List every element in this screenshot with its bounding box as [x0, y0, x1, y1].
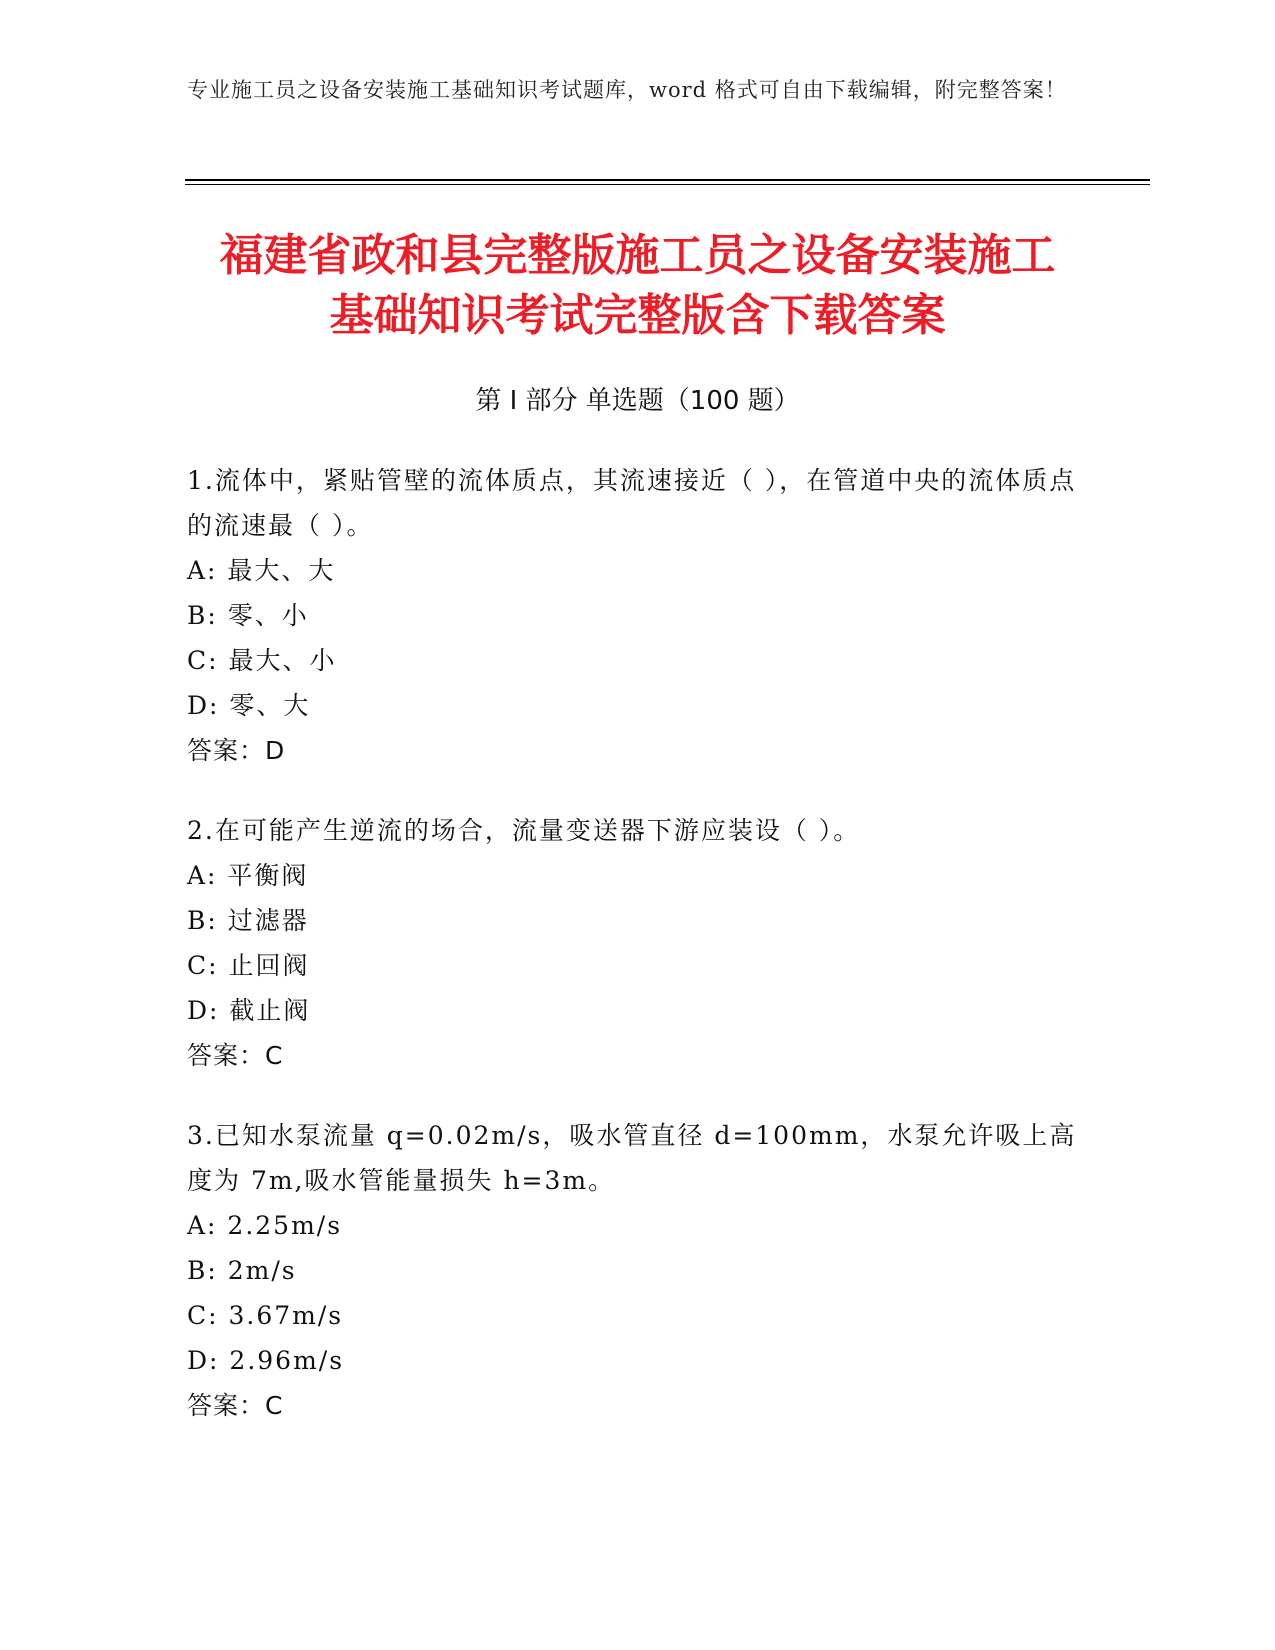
title-line-1: 福建省政和县完整版施工员之设备安装施工 — [219, 230, 1056, 281]
option-b: B: 2m/s — [187, 1256, 297, 1285]
question-2 — [187, 808, 1077, 1078]
question-stem: 1.流体中，紧贴管壁的流体质点，其流速接近（ ），在管道中央的流体质点的流速最（ ）。 — [187, 466, 1077, 540]
option-c: C: 最大、小 — [187, 646, 337, 675]
document-title — [160, 226, 1115, 346]
option-c: C: 止回阀 — [187, 951, 310, 980]
option-a: A: 2.25m/s — [187, 1211, 343, 1240]
option-d: D: 2.96m/s — [187, 1346, 345, 1375]
option-c: C: 3.67m/s — [187, 1301, 344, 1330]
question-1 — [187, 458, 1077, 773]
answer: 答案：C — [187, 1041, 284, 1070]
option-a: A: 平衡阀 — [187, 861, 309, 890]
question-stem: 2.在可能产生逆流的场合，流量变送器下游应装设（ ）。 — [187, 816, 861, 845]
title-line-2: 基础知识考试完整版含下载答案 — [329, 290, 946, 341]
header-note: 专业施工员之设备安装施工基础知识考试题库，word 格式可自由下载编辑，附完整答案！ — [187, 78, 1067, 102]
answer: 答案：D — [187, 736, 286, 765]
option-b: B: 过滤器 — [187, 906, 309, 935]
header-rule-thick — [185, 179, 1150, 181]
question-stem: 3.已知水泵流量 q=0.02m/s，吸水管直径 d=100mm，水泵允许吸上高度为 7m,吸水管能量损失 h=3m。 — [187, 1121, 1077, 1195]
option-b: B: 零、小 — [187, 601, 309, 630]
option-d: D: 截止阀 — [187, 996, 311, 1025]
option-a: A: 最大、大 — [187, 556, 336, 585]
section-title: 第 I 部分 单选题（100 题） — [475, 386, 800, 416]
option-d: D: 零、大 — [187, 691, 311, 720]
answer: 答案：C — [187, 1391, 284, 1420]
header-rule-thin — [185, 184, 1150, 185]
question-3 — [187, 1113, 1077, 1428]
